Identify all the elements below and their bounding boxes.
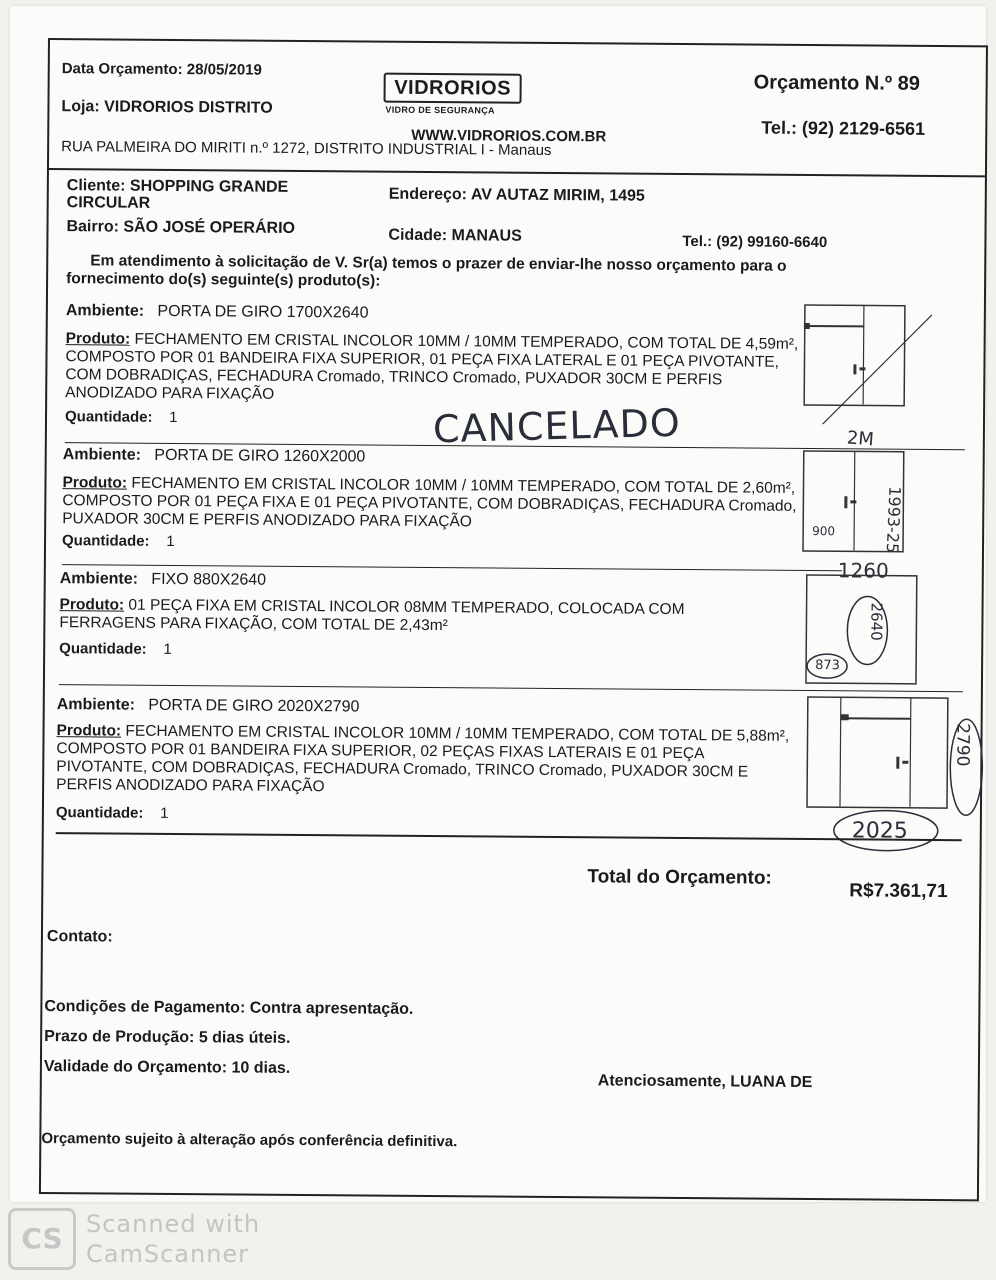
item-produto	[65, 330, 806, 408]
item-quantidade	[56, 804, 169, 822]
ambiente-value: PORTA DE GIRO 1260X2000	[154, 446, 366, 466]
produto-value: FECHAMENTO EM CRISTAL INCOLOR 10MM / 10MM TEMPERADO, COM TOTAL DE 5,88m², COMPOSTO POR 01 BANDEIRA FIXA SUPERIOR, 02 PEÇAS FIXAS LATERAIS E 01 PEÇA PIVOTANTE, COM DOBRADIÇAS, FECHADURA Cromado, TRINCO Cromado, PUXADOR 30CM E PERFIS ANODIZADO PARA FIXAÇÃO	[56, 722, 790, 796]
handwritten-bottom: 1260	[837, 558, 889, 583]
watermark-line2: CamScanner	[86, 1240, 250, 1268]
handwritten-height: 2790	[952, 723, 973, 767]
store-value: VIDRORIOS DISTRITO	[104, 98, 273, 117]
item-ambiente	[57, 696, 360, 716]
quantidade-label: Quantidade:	[59, 640, 147, 658]
vidrorios-logo: VIDRORIOS	[384, 73, 522, 104]
produto-value: FECHAMENTO EM CRISTAL INCOLOR 10MM / 10MM TEMPERADO, COM TOTAL DE 4,59m², COMPOSTO POR 01 BANDEIRA FIXA SUPERIOR, 01 PEÇA FIXA LATERAL E 01 PEÇA PIVOTANTE, COM DOBRADIÇAS, FECHADURA Cromado, TRINCO Cromado, PUXADOR 30CM E PERFIS ANODIZADO PARA FIXAÇÃO	[65, 330, 799, 403]
handwritten-width: 2025	[851, 818, 908, 844]
contact-label: Contato:	[46, 928, 113, 946]
produto-label: Produto:	[56, 722, 122, 740]
client-label: Cliente:	[66, 177, 126, 195]
website: WWW.VIDRORIOS.COM.BR	[411, 126, 607, 146]
quote-date	[62, 60, 262, 79]
handwritten-height: 1993-25	[882, 485, 905, 554]
store-address: RUA PALMEIRA DO MIRITI n.º 1272, DISTRITO INDUSTRIAL I - Manaus	[61, 138, 552, 159]
client-phone: Tel.: (92) 99160-6640	[682, 232, 828, 252]
ambiente-label: Ambiente:	[62, 446, 142, 464]
quantidade-value: 1	[160, 804, 169, 822]
item-produto	[59, 596, 779, 638]
logo-tagline: VIDRO DE SEGURANÇA	[385, 104, 495, 116]
item-ambiente	[66, 302, 369, 322]
district-label: Bairro:	[66, 218, 120, 236]
quote-number: Orçamento N.º 89	[753, 71, 921, 95]
client-district	[66, 218, 295, 238]
ambiente-label: Ambiente:	[65, 302, 145, 320]
quantidade-value: 1	[166, 532, 175, 551]
production-time: Prazo de Produção: 5 dias úteis.	[44, 1028, 291, 1047]
quantidade-label: Quantidade:	[61, 532, 150, 550]
ambiente-label: Ambiente:	[56, 696, 136, 714]
total-value: R$7.361,71	[849, 880, 948, 903]
item-quantidade	[59, 640, 172, 658]
produto-label: Produto:	[65, 330, 131, 348]
produto-label: Produto:	[62, 474, 128, 492]
document-frame	[39, 38, 988, 1201]
city-label: Cidade:	[388, 226, 448, 245]
store-label: Loja:	[61, 98, 100, 116]
door-drawing-1	[803, 304, 934, 425]
handwritten-width: 900	[812, 524, 836, 539]
item-produto	[62, 474, 802, 534]
ambiente-label: Ambiente:	[59, 570, 139, 588]
district-value: SÃO JOSÉ OPERÁRIO	[123, 218, 296, 237]
disclaimer: Orçamento sujeito à alteração após conferência definitiva.	[41, 1129, 458, 1151]
store	[61, 98, 272, 118]
handwritten-width: 873	[815, 658, 840, 674]
client-address	[389, 186, 645, 206]
client	[67, 177, 289, 213]
total-label: Total do Orçamento:	[587, 866, 772, 889]
quote-validity: Validade do Orçamento: 10 dias.	[43, 1058, 291, 1077]
document-sheet	[10, 6, 986, 1202]
city-value: MANAUS	[451, 227, 522, 245]
client-address-label: Endereço:	[388, 185, 468, 204]
produto-label: Produto:	[59, 596, 125, 614]
store-phone: Tel.: (92) 2129-6561	[761, 117, 926, 139]
camscanner-logo: CS	[8, 1208, 76, 1270]
regards: Atenciosamente, LUANA DE	[597, 1072, 813, 1092]
handwritten-dimension: 2M	[846, 427, 875, 451]
produto-value: 01 PEÇA FIXA EM CRISTAL INCOLOR 08MM TEMPERADO, COLOCADA COM FERRAGENS PARA FIXAÇÃO, COM TOTAL DE 2,43m²	[59, 596, 685, 635]
handwritten-cancelado: CANCELADO	[432, 400, 682, 452]
date-value: 28/05/2019	[186, 61, 262, 79]
ambiente-value: PORTA DE GIRO 1700X2640	[157, 302, 369, 322]
item-produto	[56, 722, 797, 800]
item-quantidade	[62, 532, 175, 550]
item-ambiente	[63, 446, 366, 466]
watermark-line1: Scanned with	[86, 1210, 261, 1238]
handwritten-height: 2640	[867, 602, 886, 641]
item-ambiente	[60, 570, 266, 590]
client-value-line2: CIRCULAR	[66, 194, 151, 212]
client-value-line1: SHOPPING GRANDE	[129, 177, 289, 196]
quantidade-label: Quantidade:	[64, 408, 153, 426]
client-city	[388, 227, 521, 246]
header-divider	[49, 168, 985, 177]
item-quantidade	[65, 408, 178, 426]
payment-terms: Condições de Pagamento: Contra apresentação.	[44, 998, 414, 1018]
intro-paragraph: Em atendimento à solicitação de V. Sr(a) temos o prazer de enviar-lhe nosso orçamento para o fornecimento do(s) seguinte(s) produto(s):	[66, 252, 787, 290]
produto-value: FECHAMENTO EM CRISTAL INCOLOR 10MM / 10MM TEMPERADO, COM TOTAL DE 2,60m², COMPOSTO POR 01 PEÇA FIXA E 01 PEÇA PIVOTANTE, COM DOBRADIÇAS, FECHADURA Cromado, PUXADOR 30CM E PERFIS ANODIZADO PARA FIXAÇÃO	[62, 474, 797, 531]
ambiente-value: FIXO 880X2640	[151, 570, 267, 589]
quantidade-value: 1	[169, 408, 178, 427]
quantidade-value: 1	[163, 640, 172, 658]
ambiente-value: PORTA DE GIRO 2020X2790	[148, 696, 360, 716]
date-label: Data Orçamento:	[61, 60, 183, 79]
client-address-value: AV AUTAZ MIRIM, 1495	[470, 186, 645, 205]
quantidade-label: Quantidade:	[55, 804, 144, 822]
